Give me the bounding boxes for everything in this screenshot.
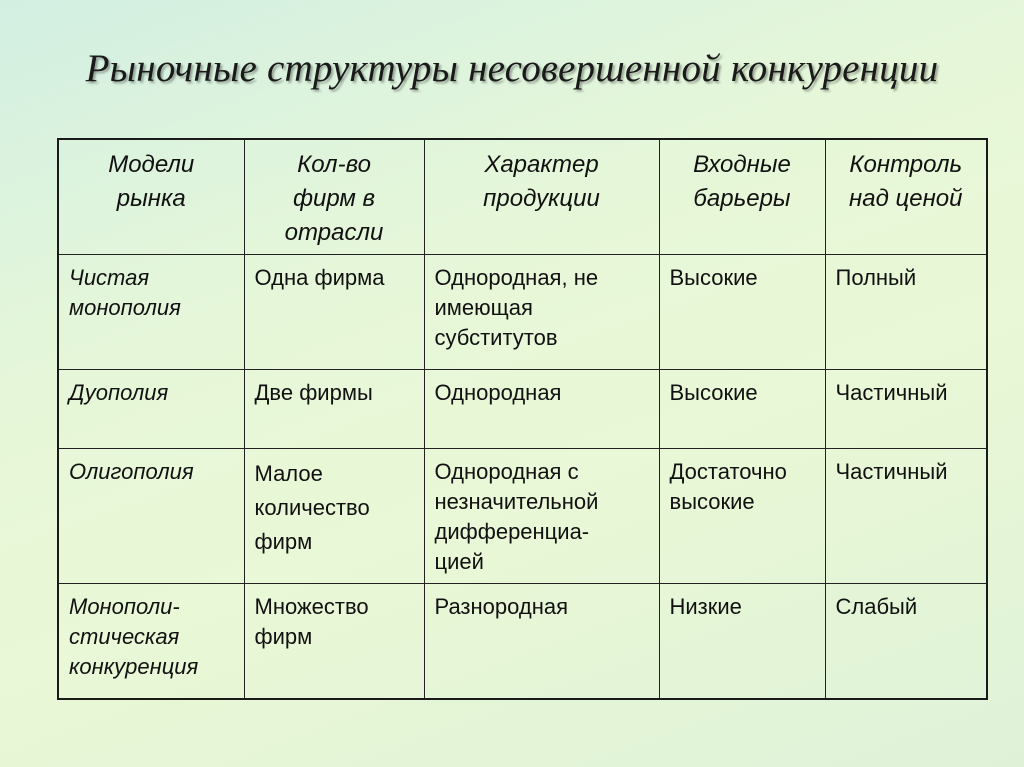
- cell-firm-count: Множество фирм: [244, 584, 424, 700]
- header-price-control: Контроль над ценой: [825, 139, 987, 255]
- table-header-row: [58, 139, 987, 255]
- cell-price-control: Полный: [825, 255, 987, 370]
- cell-firm-count: Две фирмы: [244, 370, 424, 449]
- header-product-type: Характер продукции: [424, 139, 659, 255]
- cell-price-control: Частичный: [825, 370, 987, 449]
- cell-product-type: Однородная, не имеющая субститутов: [424, 255, 659, 370]
- cell-product-type: Разнородная: [424, 584, 659, 700]
- slide-title: Рыночные структуры несовершенной конкуренции: [85, 47, 939, 90]
- cell-entry-barriers: Высокие: [659, 255, 825, 370]
- cell-entry-barriers: Высокие: [659, 370, 825, 449]
- table-row: [58, 255, 987, 370]
- cell-price-control: Слабый: [825, 584, 987, 700]
- cell-product-type: Однородная с незначительной дифференциа- цией: [424, 449, 659, 584]
- cell-entry-barriers: Низкие: [659, 584, 825, 700]
- table-row: [58, 370, 987, 449]
- cell-firm-count: Одна фирма: [244, 255, 424, 370]
- cell-model: Чистая монополия: [58, 255, 244, 370]
- cell-model: Монополи- стическая конкуренция: [58, 584, 244, 700]
- header-market-models: Модели рынка: [58, 139, 244, 255]
- cell-price-control: Частичный: [825, 449, 987, 584]
- cell-entry-barriers: Достаточно высокие: [659, 449, 825, 584]
- cell-firm-count: Малое количество фирм: [244, 449, 424, 584]
- header-entry-barriers: Входные барьеры: [659, 139, 825, 255]
- cell-model: Олигополия: [58, 449, 244, 584]
- header-firm-count: Кол-во фирм в отрасли: [244, 139, 424, 255]
- table-row: [58, 449, 987, 584]
- cell-model: Дуополия: [58, 370, 244, 449]
- table-row: [58, 584, 987, 700]
- market-structures-table: [57, 138, 988, 700]
- cell-product-type: Однородная: [424, 370, 659, 449]
